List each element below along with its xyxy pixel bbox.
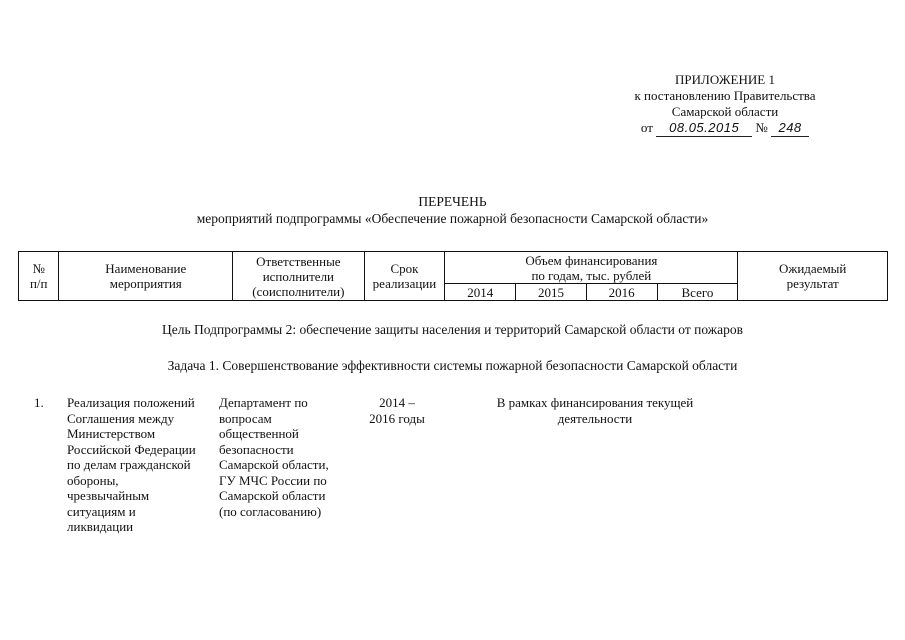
row1-financing: В рамках финансирования текущей деятельности [496,395,694,426]
header-year-2016: 2016 [586,284,657,301]
header-name: Наименование мероприятия [59,252,233,301]
appendix-from-label: от [640,120,653,135]
handwritten-number: 248 [771,120,809,137]
header-num: № п/п [19,252,59,301]
appendix-line-region: Самарской области [671,104,779,119]
appendix-line-decree: к постановлению Правительства [634,88,816,103]
document-subtitle: мероприятий подпрограммы «Обеспечение пожарной безопасности Самарской области» [196,211,709,226]
row1-term: 2014 – 2016 годы [369,395,425,426]
task-heading: Задача 1. Совершенствование эффективности системы пожарной безопасности Самарской области [167,358,738,373]
document-title: ПЕРЕЧЕНЬ [418,194,487,209]
document-title-block [0,193,905,227]
header-year-2014: 2014 [445,284,516,301]
subprogram-goal: Цель Подпрограммы 2: обеспечение защиты населения и территорий Самарской области от пожаров [162,322,743,337]
header-financing: Объем финансирования по годам, тыс. рублей [445,252,738,284]
header-term: Срок реализации [364,252,445,301]
header-year-2015: 2015 [516,284,587,301]
handwritten-date: 08.05.2015 [656,120,752,137]
header-table [18,251,888,301]
appendix-date-line [560,120,890,137]
header-result: Ожидаемый результат [738,252,888,301]
row1-responsible: Департамент по вопросам общественной безопасности Самарской области, ГУ МЧС России по Самарской области (по согласованию) [219,395,329,519]
row1-number: 1. [34,395,44,410]
row1-name: Реализация положений Соглашения между Министерством Российской Федерации по делам гражданской обороны, чрезвычайным ситуациям и ликвидации [67,395,196,534]
appendix-number-label: № [755,120,768,135]
appendix-title: ПРИЛОЖЕНИЕ 1 [675,72,775,87]
header-total: Всего [657,284,738,301]
appendix-block [560,72,890,137]
header-responsible: Ответственные исполнители (соисполнители) [233,252,364,301]
